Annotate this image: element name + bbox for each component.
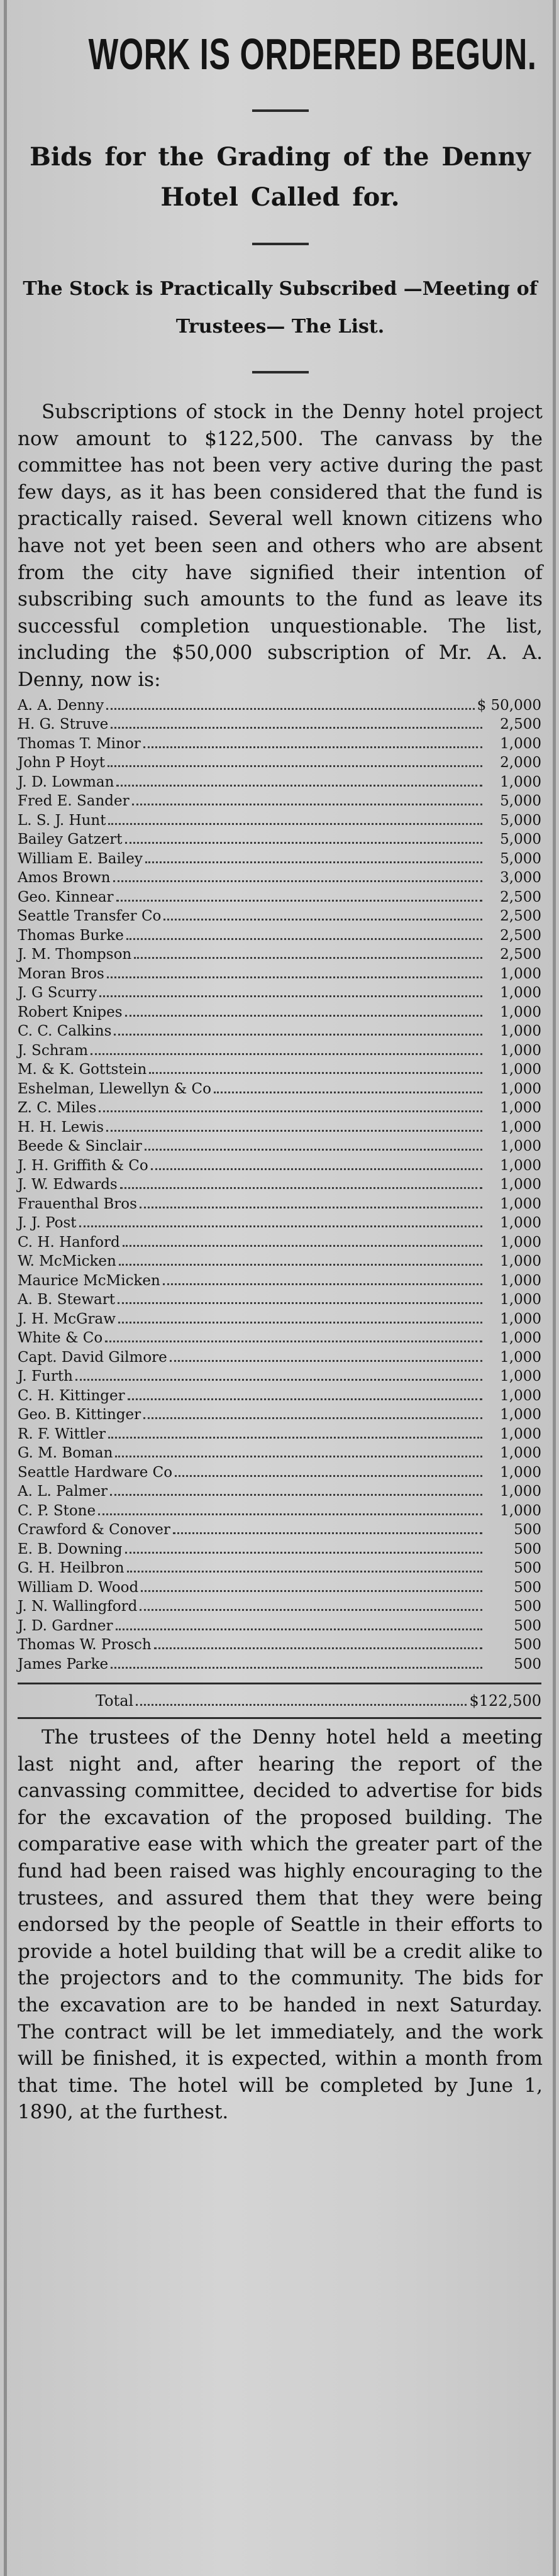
leader-dots [136, 1696, 467, 1706]
subscriber-row [18, 1405, 541, 1425]
subscriber-row [18, 1156, 541, 1176]
subscriber-amount: 5,000 [500, 812, 541, 829]
subscriber-row [18, 1233, 541, 1252]
subscriber-name: William E. Bailey [18, 850, 143, 867]
leader-dots [108, 758, 482, 767]
subscriber-row [18, 1617, 541, 1636]
subscriber-amount: 1,000 [500, 1003, 541, 1020]
subscriber-amount: 1,000 [500, 735, 541, 752]
leader-dots [145, 1141, 482, 1151]
subscriber-row [18, 1425, 541, 1444]
leader-dots [114, 1026, 482, 1036]
subscriber-row [18, 1310, 541, 1329]
leader-dots [99, 988, 482, 997]
subscriber-amount: 500 [514, 1598, 541, 1615]
subscriber-name: G. H. Heilbron [18, 1560, 125, 1577]
subscriber-name: M. & K. Gottstein [18, 1061, 147, 1078]
leader-dots [98, 1506, 482, 1515]
subscriber-name: Bailey Gatzert [18, 831, 123, 848]
subscriber-name: J. N. Wallingford [18, 1598, 138, 1615]
subscriber-row [18, 1137, 541, 1156]
leader-dots [143, 1410, 482, 1419]
leader-dots [126, 931, 482, 940]
subscriber-amount: 1,000 [500, 1445, 541, 1462]
subscriber-amount: 2,000 [500, 755, 541, 771]
subscriber-row [18, 1386, 541, 1406]
subscriber-amount: 1,000 [500, 1425, 541, 1442]
leader-dots [134, 949, 482, 959]
subscriber-amount: 500 [514, 1522, 541, 1539]
subscriber-amount: 1,000 [500, 1023, 541, 1040]
subscriber-name: James Parke [18, 1656, 109, 1672]
total-label: Total [96, 1692, 134, 1710]
leader-dots [140, 1601, 482, 1611]
subscriber-name: L. S. J. Hunt [18, 812, 106, 829]
total-amount: $122,500 [469, 1692, 541, 1710]
subscriber-amount: 500 [514, 1560, 541, 1577]
subscriber-amount: $ 50,000 [477, 697, 541, 714]
subscriber-name: C. H. Hanford [18, 1234, 120, 1251]
subscriber-name: J. H. McGraw [18, 1310, 116, 1327]
subscriber-row [18, 1003, 541, 1022]
leader-dots [141, 1583, 482, 1592]
subscriber-row [18, 926, 541, 946]
subscriber-name: W. McMicken [18, 1253, 116, 1270]
subscriber-row [18, 1175, 541, 1195]
leader-dots [116, 1621, 482, 1630]
subscriber-row [18, 945, 541, 965]
subscriber-amount: 1,000 [500, 1272, 541, 1289]
subscriber-name: Frauenthal Bros [18, 1195, 137, 1212]
subscriber-amount: 1,000 [500, 1061, 541, 1078]
subscriber-name: A. A. Denny [18, 697, 104, 714]
leader-dots [105, 1333, 482, 1342]
leader-dots [116, 892, 482, 902]
subscriber-row [18, 1060, 541, 1080]
subscriber-name: Seattle Hardware Co [18, 1464, 173, 1481]
leader-dots [143, 739, 482, 748]
subscriber-name: Geo. Kinnear [18, 888, 114, 905]
subscriber-amount: 1,000 [500, 985, 541, 1002]
subscriber-row [18, 1501, 541, 1521]
subscriber-name: John P Hoyt [18, 755, 105, 771]
leader-dots [106, 700, 474, 710]
leader-dots [120, 1180, 482, 1189]
subscriber-name: H. G. Struve [18, 716, 109, 733]
subscriber-row [18, 1578, 541, 1598]
leader-dots [110, 1486, 482, 1496]
subscriber-name: Moran Bros [18, 965, 104, 982]
subheadline-secondary: The Stock is Practically Subscribed —Meeting of Trustees— The List. [23, 278, 538, 338]
subscriber-row [18, 1252, 541, 1271]
total-row [14, 1688, 546, 1713]
column-right-edge [553, 0, 556, 2576]
leader-dots [108, 1429, 482, 1439]
subscriber-name: R. F. Wittler [18, 1425, 106, 1442]
subscriber-row [18, 1118, 541, 1137]
subscriber-amount: 2,500 [500, 908, 541, 925]
leader-dots [173, 1525, 482, 1534]
subscriber-row [18, 888, 541, 907]
leader-dots [91, 1046, 482, 1055]
subscriber-row [18, 1367, 541, 1386]
subscriber-row [18, 811, 541, 831]
leader-dots [128, 1391, 482, 1400]
subscriber-name: J. M. Thompson [18, 946, 132, 963]
subscriber-name: Thomas W. Prosch [18, 1637, 152, 1654]
subscriber-name: J. Furth [18, 1368, 73, 1385]
subscriber-amount: 2,500 [500, 927, 541, 944]
leader-dots [170, 1352, 482, 1362]
subscriber-name: Beede & Sinclair [18, 1138, 142, 1155]
subscriber-amount: 1,000 [500, 1138, 541, 1155]
subscriber-row [18, 696, 541, 716]
total-divider [18, 1717, 541, 1719]
subscriber-name: J. Schram [18, 1042, 89, 1059]
subscriber-amount: 5,000 [500, 850, 541, 867]
subscriber-name: J. H. Griffith & Co [18, 1157, 148, 1174]
leader-dots [116, 777, 482, 787]
leader-dots [125, 834, 482, 844]
subscriber-row [18, 1444, 541, 1463]
subscriber-row [18, 849, 541, 869]
subscriber-name: Robert Knipes [18, 1003, 123, 1020]
subscriber-amount: 1,000 [500, 1483, 541, 1500]
subscription-list [18, 696, 541, 1674]
subscriber-row [18, 715, 541, 734]
subscriber-amount: 1,000 [500, 1387, 541, 1404]
subscriber-name: A. L. Palmer [18, 1483, 108, 1500]
subscriber-amount: 1,000 [500, 1119, 541, 1136]
subscriber-row [18, 907, 541, 926]
subscriber-row [18, 983, 541, 1003]
subscriber-name: C. H. Kittinger [18, 1387, 125, 1404]
intro-paragraph: Subscriptions of stock in the Denny hotel project now amount to $122,500. The canvass by the committee has not been very active during the past few days, as it has been considered that the fund is practically raised. Several well known citizens who have not yet been seen and others who are absent from the city have signified their intention of subscribing such amounts to the fund as leave its successful completion unquestionable. The list, including the $50,000 subscription of Mr. A. A. Denny, now is: [18, 401, 543, 691]
subscriber-amount: 2,500 [500, 888, 541, 905]
subscriber-name: Crawford & Conover [18, 1522, 170, 1539]
column-left-edge [4, 0, 7, 2576]
subscriber-row [18, 734, 541, 754]
subscriber-row [18, 1540, 541, 1559]
subscriber-name: E. B. Downing [18, 1540, 123, 1557]
subscriber-amount: 1,000 [500, 1407, 541, 1423]
subscriber-name: Amos Brown [18, 870, 111, 887]
subscriber-name: J. W. Edwards [18, 1176, 118, 1193]
subscriber-amount: 1,000 [500, 1464, 541, 1481]
subscriber-amount: 1,000 [500, 965, 541, 982]
leader-dots [99, 1103, 482, 1112]
subscriber-amount: 1,000 [500, 1157, 541, 1174]
subscriber-row [18, 1482, 541, 1501]
subscriber-row [18, 1290, 541, 1310]
leader-dots [106, 1122, 482, 1132]
subscriber-amount: 1,000 [500, 1310, 541, 1327]
subscriber-amount: 5,000 [500, 831, 541, 848]
divider-rule [252, 243, 309, 245]
subscriber-name: G. M. Boman [18, 1445, 113, 1462]
subscriber-name: C. P. Stone [18, 1502, 96, 1519]
subscriber-name: Eshelman, Llewellyn & Co [18, 1080, 211, 1097]
subscriber-amount: 2,500 [500, 716, 541, 733]
subscriber-row [18, 1022, 541, 1041]
subscriber-amount: 500 [514, 1579, 541, 1596]
subscriber-amount: 500 [514, 1540, 541, 1557]
subscriber-row [18, 1080, 541, 1099]
leader-dots [214, 1084, 482, 1093]
leader-dots [111, 1659, 482, 1669]
leader-dots [163, 911, 482, 920]
leader-dots [115, 1448, 482, 1457]
leader-dots [154, 1640, 482, 1649]
leader-dots [113, 873, 482, 882]
leader-dots [151, 1161, 482, 1170]
subscriber-amount: 1,000 [500, 773, 541, 790]
subscriber-name: Capt. David Gilmore [18, 1349, 167, 1366]
subscriber-row [18, 1041, 541, 1061]
subscriber-amount: 1,000 [500, 1502, 541, 1519]
leader-dots [175, 1468, 482, 1477]
subscriber-amount: 3,000 [500, 870, 541, 887]
subscriber-name: J. J. Post [18, 1215, 77, 1232]
divider-rule [252, 109, 309, 112]
subscriber-row [18, 830, 541, 849]
subscriber-amount: 1,000 [500, 1100, 541, 1117]
subscriber-name: H. H. Lewis [18, 1119, 104, 1136]
subscriber-amount: 1,000 [500, 1080, 541, 1097]
leader-dots [108, 815, 482, 825]
subscriber-name: J. D. Gardner [18, 1617, 113, 1634]
subscriber-row [18, 1348, 541, 1368]
subscriber-name: Z. C. Miles [18, 1100, 97, 1117]
subscriber-name: Thomas Burke [18, 927, 124, 944]
leader-dots [107, 969, 482, 978]
subscriber-name: J. D. Lowman [18, 773, 114, 790]
subscriber-name: William D. Wood [18, 1579, 139, 1596]
subscriber-name: Thomas T. Minor [18, 735, 141, 752]
subscriber-row [18, 965, 541, 984]
subscriber-amount: 1,000 [500, 1042, 541, 1059]
leader-dots [118, 1314, 482, 1324]
leader-dots [140, 1199, 482, 1208]
leader-dots [127, 1563, 482, 1573]
subscriber-amount: 500 [514, 1637, 541, 1654]
leader-dots [132, 796, 482, 805]
subscriber-row [18, 1195, 541, 1214]
subscriber-row [18, 1463, 541, 1483]
subscriber-name: J. G Scurry [18, 985, 97, 1002]
subscriber-name: Seattle Transfer Co [18, 908, 162, 925]
subscriber-row [18, 1559, 541, 1578]
subscriber-amount: 1,000 [500, 1215, 541, 1232]
leader-dots [149, 1064, 482, 1074]
divider-rule [252, 371, 309, 373]
subscriber-row [18, 1213, 541, 1233]
leader-dots [125, 1007, 482, 1017]
subscriber-row [18, 1520, 541, 1540]
subscriber-amount: 1,000 [500, 1368, 541, 1385]
headline: WORK IS ORDERED BEGUN. [88, 30, 537, 79]
leader-dots [163, 1276, 482, 1285]
leader-dots [145, 854, 482, 863]
leader-dots [75, 1371, 482, 1381]
subscriber-row [18, 773, 541, 792]
subscriber-amount: 1,000 [500, 1176, 541, 1193]
subheadline-primary: Bids for the Grading of the Denny Hotel Called for. [30, 142, 531, 212]
subscriber-name: Fred E. Sander [18, 793, 130, 810]
subscriber-name: A. B. Stewart [18, 1291, 116, 1308]
closing-paragraph: The trustees of the Denny hotel held a meeting last night and, after hearing the report of the canvassing committee, decided to advertise for bids for the excavation of the proposed building. The comparative ease with which the greater part of the fund had been raised was highly encouraging to the trustees, and assured them that they were being endorsed by the people of Seattle in their efforts to provide a hotel building that will be a credit alike to the projectors and to the community. The bids for the excavation are to be handed in next Saturday. The contract will be let immediately, and the work will be finished, it is expected, within a month from that time. The hotel will be completed by June 1, 1890, at the furthest. [18, 1726, 543, 2124]
subscriber-amount: 1,000 [500, 1234, 541, 1251]
leader-dots [118, 1295, 482, 1304]
subscriber-row [18, 1271, 541, 1291]
subscriber-amount: 1,000 [500, 1253, 541, 1270]
subscriber-name: Geo. B. Kittinger [18, 1407, 141, 1423]
subscriber-name: Maurice McMicken [18, 1272, 160, 1289]
subscriber-row [18, 1635, 541, 1655]
leader-dots [119, 1256, 482, 1266]
subscriber-row [18, 1098, 541, 1118]
subscriber-amount: 5,000 [500, 793, 541, 810]
subscriber-row [18, 1329, 541, 1348]
subscriber-amount: 1,000 [500, 1195, 541, 1212]
subscriber-row [18, 1655, 541, 1674]
leader-dots [79, 1218, 482, 1227]
subscriber-amount: 500 [514, 1617, 541, 1634]
total-divider [18, 1683, 541, 1684]
subscriber-amount: 500 [514, 1656, 541, 1672]
subscriber-row [18, 868, 541, 888]
leader-dots [111, 719, 482, 729]
subscriber-amount: 2,500 [500, 946, 541, 963]
subscriber-name: C. C. Calkins [18, 1023, 112, 1040]
leader-dots [123, 1237, 482, 1247]
subscriber-name: White & Co [18, 1330, 103, 1347]
subscriber-row [18, 753, 541, 773]
subscriber-amount: 1,000 [500, 1330, 541, 1347]
leader-dots [125, 1544, 482, 1554]
subscriber-row [18, 792, 541, 811]
subscriber-row [18, 1597, 541, 1617]
subscriber-amount: 1,000 [500, 1349, 541, 1366]
subscriber-amount: 1,000 [500, 1291, 541, 1308]
